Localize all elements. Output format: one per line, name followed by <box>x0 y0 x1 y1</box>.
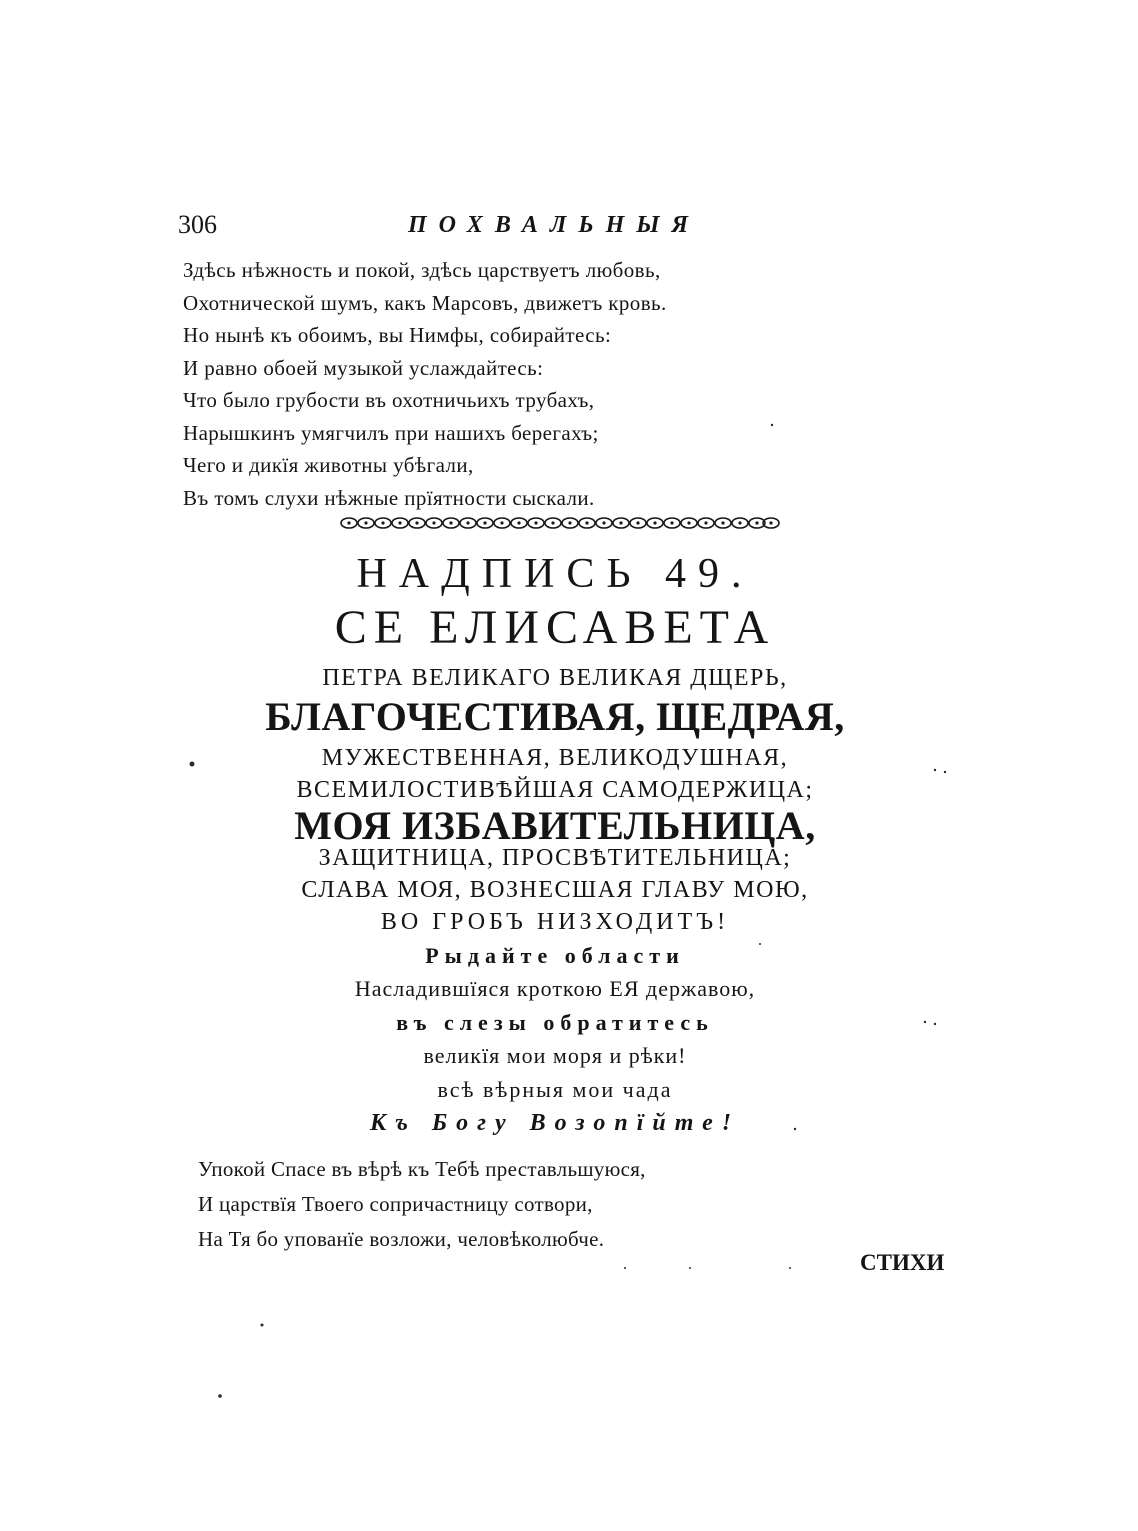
prayer-line: И царствїя Твоего сопричастницу сотвори, <box>198 1192 593 1216</box>
inscription-line: ВО ГРОБЪ НИЗХОДИТЪ! <box>380 909 730 935</box>
verse-line: Но нынѣ къ обоимъ, вы Нимфы, собирайтесь: <box>183 323 612 347</box>
verse-line: Нарышкинъ умягчилъ при нашихъ берегахъ; <box>183 420 599 445</box>
inscription-line: всѣ вѣрныя мои чада <box>437 1077 673 1102</box>
inscription-line: Къ Богу Возопїйте! <box>369 1110 741 1136</box>
inscription-line: великїя мои моря и рѣки! <box>423 1043 687 1068</box>
inscription-line: СЕ ЕЛИСАВЕТА <box>334 601 776 654</box>
inscription-line: ЗАЩИТНИЦА, ПРОСВѢТИТЕЛЬНИЦА; <box>318 845 792 871</box>
inscription-line: Насладившїяся кроткою ЕЯ державою, <box>354 976 756 1001</box>
verse-line: Охотнической шумъ, какъ Марсовъ, движетъ кровь. <box>183 290 667 315</box>
verse-line: Что было грубости въ охотничьихъ трубахъ, <box>183 388 595 412</box>
inscription-line: въ слезы обратитесь <box>396 1010 714 1035</box>
inscription-line: Рыдайте области <box>425 943 685 968</box>
verse-line: Здѣсь нѣжность и покой, здѣсь царствуетъ любовь, <box>183 258 661 282</box>
catchword: СТИХИ <box>860 1250 945 1275</box>
running-head: ПОХВАЛЬНЫЯ <box>408 212 701 238</box>
inscription-title: НАДПИСЬ 49. <box>356 551 754 597</box>
inscription-line: БЛАГОЧЕСТИВАЯ, ЩЕДРАЯ, <box>265 694 845 739</box>
inscription-line: МУЖЕСТВЕННАЯ, ВЕЛИКОДУШНАЯ, <box>321 745 789 771</box>
inscription-line: МОЯ ИЗБАВИТЕЛЬНИЦА, <box>294 803 816 848</box>
verse-line: Въ томъ слухи нѣжные прїятности сыскали. <box>183 485 595 510</box>
inscription-line: СЛАВА МОЯ, ВОЗНЕСШАЯ ГЛАВУ МОЮ, <box>301 877 809 903</box>
page-number: 306 <box>178 210 217 239</box>
prayer-line: Упокой Спасе въ вѣрѣ къ Тебѣ преставльшуюся, <box>198 1157 646 1181</box>
inscription-line: ПЕТРА ВЕЛИКАГО ВЕЛИКАЯ ДЩЕРЬ, <box>322 665 788 691</box>
inscription-line: ВСЕМИЛОСТИВѢЙШАЯ САМОДЕРЖИЦА; <box>296 777 814 803</box>
verse-line: И равно обоей музыкой услаждайтесь: <box>183 355 544 380</box>
prayer-line: На Тя бо упованїе возложи, человѣколюбче. <box>198 1227 605 1251</box>
verse-line: Чего и дикїя животны убѣгали, <box>183 453 474 477</box>
